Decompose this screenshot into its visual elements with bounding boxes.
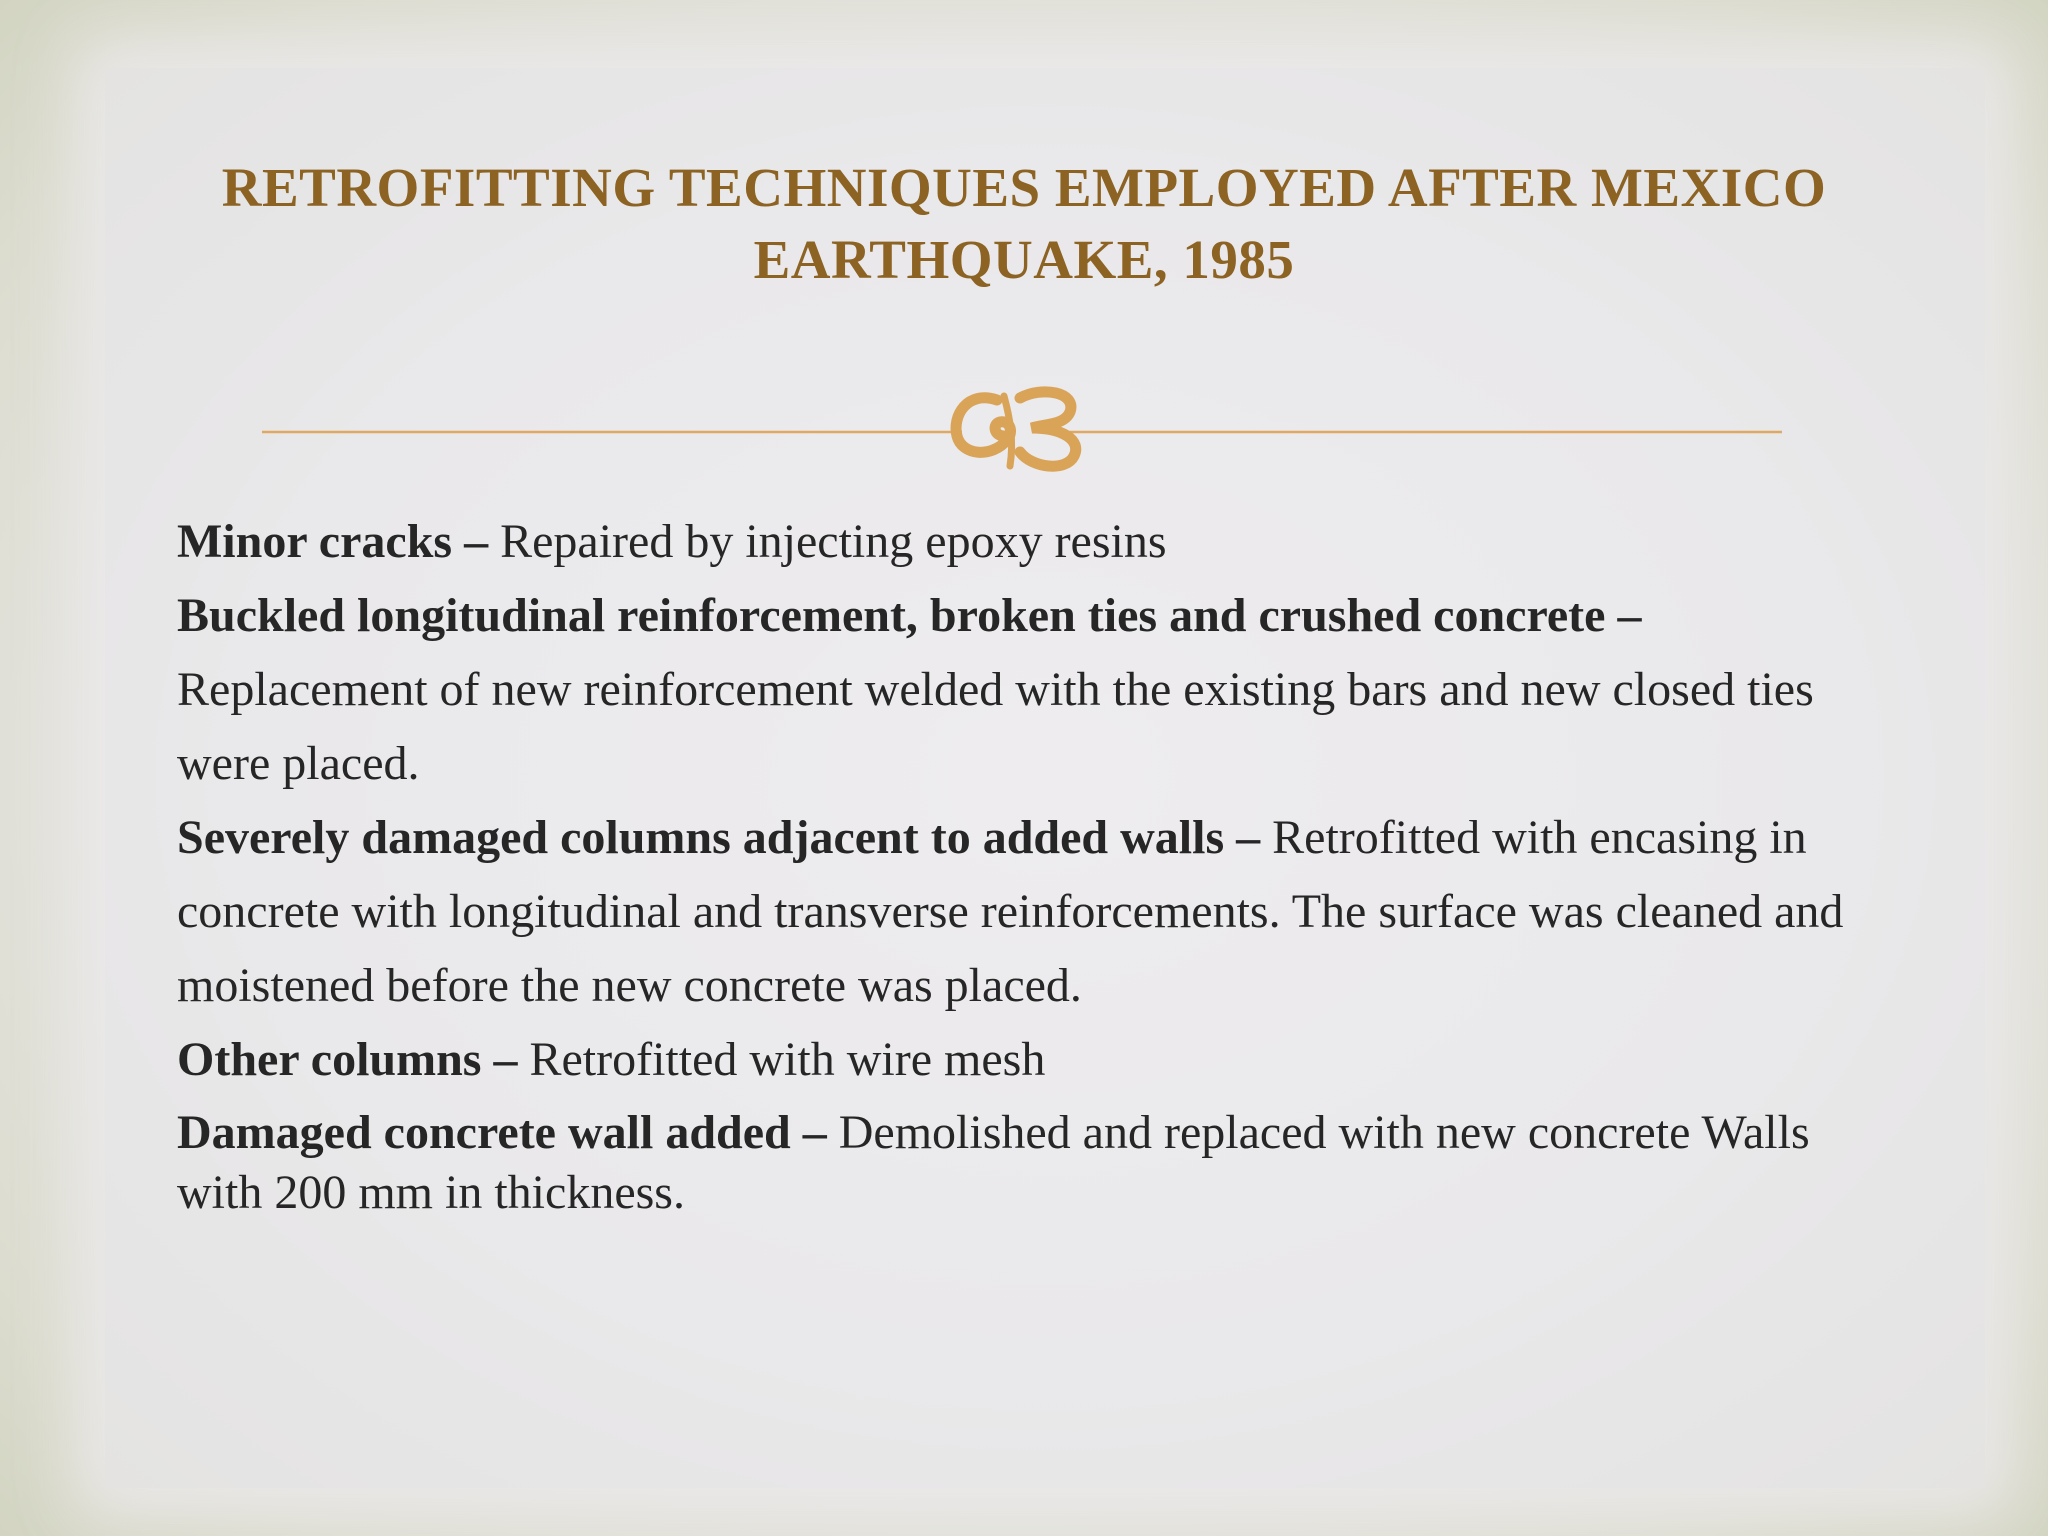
- item-description: Demolished and replaced with new concrete Walls with 200 mm in thickness.: [177, 1106, 1810, 1219]
- list-item: [177, 801, 1897, 1023]
- item-description: Retrofitted with encasing in concrete with longitudinal and transverse reinforcements. The surface was cleaned and moistened before the new concrete was placed.: [177, 811, 1844, 1012]
- item-description: Retrofitted with wire mesh: [517, 1033, 1046, 1086]
- item-description: Repaired by injecting epoxy resins: [488, 515, 1167, 568]
- list-item: [177, 1103, 1897, 1223]
- list-item: [177, 505, 1897, 579]
- item-term: Severely damaged columns adjacent to added walls –: [177, 811, 1261, 864]
- item-term: Damaged concrete wall added –: [177, 1106, 827, 1159]
- list-item: [177, 579, 1897, 801]
- item-term: Buckled longitudinal reinforcement, broken ties and crushed concrete –: [177, 589, 1642, 642]
- list-item: [177, 1023, 1897, 1097]
- item-description: Replacement of new reinforcement welded with the existing bars and new closed ties were placed.: [177, 663, 1814, 790]
- item-term: Minor cracks –: [177, 515, 489, 568]
- item-term: Other columns –: [177, 1033, 518, 1086]
- slide-title: RETROFITTING TECHNIQUES EMPLOYED AFTER MEXICO EARTHQUAKE, 1985: [221, 157, 1827, 290]
- flourish-divider-icon: [262, 378, 1782, 478]
- body-text: [177, 505, 1897, 1223]
